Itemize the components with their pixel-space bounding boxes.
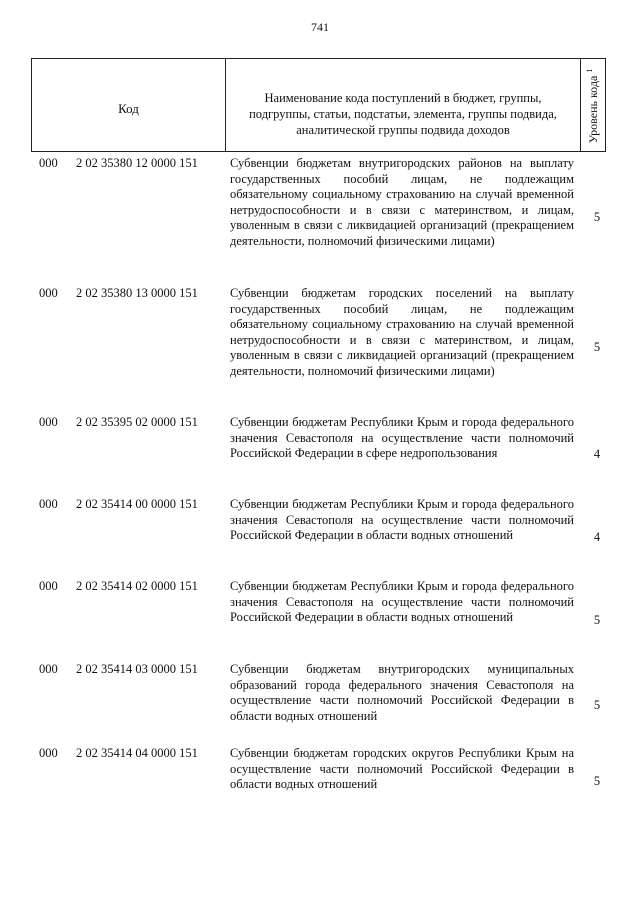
code-level: 5 [593, 774, 601, 788]
code-level: 4 [593, 447, 601, 461]
revenue-code: 2 02 35395 02 0000 151 [76, 415, 198, 429]
code-level: 5 [593, 210, 601, 224]
code-level: 4 [593, 530, 601, 544]
revenue-name: Субвенции бюджетам Республики Крым и города федерального значения Севастополя на осуществление части полномочий Российской Федерации в области водных отношений [230, 497, 574, 543]
revenue-code: 2 02 35414 04 0000 151 [76, 746, 198, 760]
admin-code: 000 [39, 415, 58, 429]
revenue-code: 2 02 35380 13 0000 151 [76, 286, 198, 300]
revenue-name: Субвенции бюджетам Республики Крым и города федерального значения Севастополя на осуществление части полномочий Российской Федерации в сфере недропользования [230, 415, 574, 461]
code-level: 5 [593, 613, 601, 627]
admin-code: 000 [39, 579, 58, 593]
revenue-code: 2 02 35380 12 0000 151 [76, 156, 198, 170]
admin-code: 000 [39, 662, 58, 676]
table-header [31, 58, 606, 152]
revenue-name: Субвенции бюджетам городских округов Республики Крым на осуществление части полномочий Российской Федерации в области водных отношений [230, 746, 574, 792]
revenue-code: 2 02 35414 03 0000 151 [76, 662, 198, 676]
revenue-name: Субвенции бюджетам Республики Крым и города федерального значения Севастополя на осуществление части полномочий Российской Федерации в области водных отношений [230, 579, 574, 625]
header-level-label: Уровень кода [586, 75, 600, 144]
admin-code: 000 [39, 156, 58, 170]
revenue-code: 2 02 35414 00 0000 151 [76, 497, 198, 511]
admin-code: 000 [39, 286, 58, 300]
page-number: 741 [311, 20, 329, 34]
header-level [581, 59, 605, 151]
header-level-footnote: 1 [585, 68, 594, 73]
code-level: 5 [593, 340, 601, 354]
header-level-text [585, 60, 601, 152]
header-name: Наименование кода поступлений в бюджет, группы, подгруппы, статьи, подстатьи, элемента, группы подвида, аналитической группы подвида доходов [226, 59, 581, 151]
header-code: Код [32, 59, 226, 151]
code-level: 5 [593, 698, 601, 712]
revenue-name: Субвенции бюджетам городских поселений на выплату государственных пособий лицам, не подлежащим обязательному социальному страхованию на случай временной нетрудоспособности и в связи с материнством, и лицам, уволенным в связи с ликвидацией организаций (прекращением деятельности, полномочий физическими лицами) [230, 286, 574, 378]
admin-code: 000 [39, 746, 58, 760]
admin-code: 000 [39, 497, 58, 511]
revenue-code: 2 02 35414 02 0000 151 [76, 579, 198, 593]
revenue-name: Субвенции бюджетам внутригородских районов на выплату государственных пособий лицам, не подлежащим обязательному социальному страхованию на случай временной нетрудоспособности и в связи с материнством, и лицам, уволенным в связи с ликвидацией организаций (прекращением деятельности, полномочий физическими лицами) [230, 156, 574, 248]
revenue-name: Субвенции бюджетам внутригородских муниципальных образований города федерального значения Севастополя на осуществление части полномочий Российской Федерации в области водных отношений [230, 662, 574, 723]
